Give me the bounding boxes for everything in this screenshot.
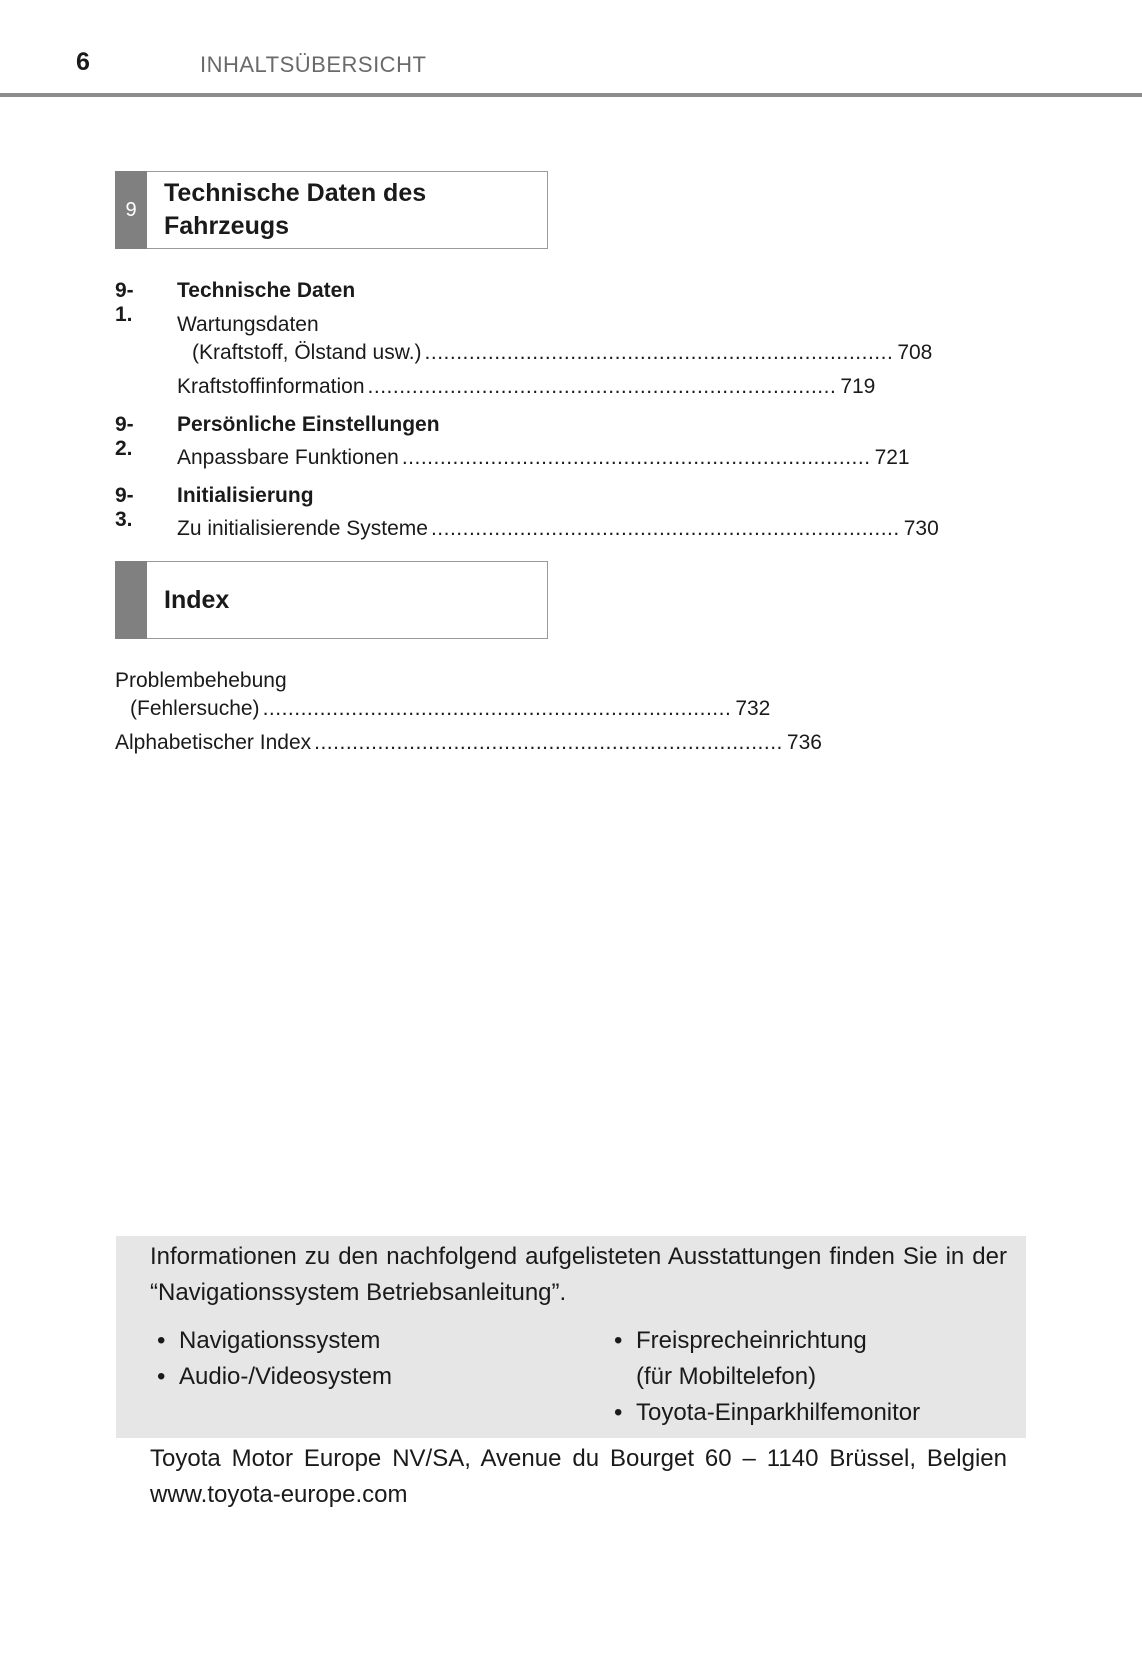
- toc-entry-label: Anpassbare Funktionen: [177, 446, 399, 469]
- section-title: Technische Daten: [177, 279, 356, 302]
- leader-dots: ..........................................................................: [262, 697, 732, 720]
- bullet-icon: •: [157, 1327, 166, 1354]
- chapter-9-heading[interactable]: [115, 171, 548, 249]
- toc-entry-wartungsdaten[interactable]: [177, 341, 933, 365]
- page-number: 6: [76, 48, 90, 76]
- chapter-title-line2: Fahrzeugs: [164, 212, 290, 240]
- bullet-icon: •: [614, 1327, 623, 1354]
- toc-entry-zu-initialisierende-systeme[interactable]: [177, 517, 939, 541]
- toc-entry-label: (Kraftstoff, Ölstand usw.): [192, 341, 422, 364]
- section-number: 9-3.: [115, 484, 134, 531]
- toc-entry-anpassbare-funktionen[interactable]: [177, 446, 910, 470]
- info-list-item-label: Navigationssystem: [179, 1327, 381, 1354]
- toc-entry-wartungsdaten-line1[interactable]: Wartungsdaten: [177, 313, 319, 336]
- toc-entry-problembehebung-line1[interactable]: Problembehebung: [115, 669, 287, 692]
- toc-page-number: 730: [903, 517, 939, 540]
- toc-entry-label: (Fehlersuche): [130, 697, 260, 720]
- toc-entry-kraftstoffinformation[interactable]: [177, 375, 876, 399]
- leader-dots: ..........................................................................: [401, 446, 871, 469]
- toc-entry-label: Zu initialisierende Systeme: [177, 517, 428, 540]
- toc-entry-label: Alphabetischer Index: [115, 731, 312, 754]
- chapter-title: [164, 172, 537, 248]
- info-box-text: Informationen zu den nachfolgend aufgelisteten Ausstattungen finden Sie in der “Navigationssystem Betriebsanleitung”.: [150, 1243, 1007, 1306]
- toc-entry-problembehebung[interactable]: [115, 697, 771, 721]
- info-list-item-label: Audio-/Videosystem: [179, 1363, 392, 1390]
- chapter-tab: 9: [115, 171, 147, 249]
- section-number: 9-1.: [115, 279, 134, 326]
- leader-dots: ..........................................................................: [314, 731, 783, 754]
- header-rule: [0, 93, 1142, 97]
- running-title: INHALTSÜBERSICHT: [200, 52, 427, 77]
- info-list-item-label: Freisprecheinrichtung: [636, 1327, 867, 1354]
- toc-page-number: 732: [735, 697, 771, 720]
- index-title: Index: [164, 585, 230, 614]
- toc-page-number: 708: [897, 341, 933, 364]
- toc-entry-label: Kraftstoffinformation: [177, 375, 365, 398]
- bullet-icon: •: [157, 1363, 166, 1390]
- leader-dots: ..........................................................................: [367, 375, 837, 398]
- leader-dots: ..........................................................................: [424, 341, 894, 364]
- chapter-title-line1: Technische Daten des: [164, 179, 427, 207]
- bullet-icon: •: [614, 1399, 623, 1426]
- section-number: 9-2.: [115, 413, 134, 460]
- index-heading[interactable]: [115, 561, 548, 639]
- toc-page-number: 719: [840, 375, 876, 398]
- toc-page-number: 721: [874, 446, 910, 469]
- publisher-address: Toyota Motor Europe NV/SA, Avenue du Bourget 60 – 1140 Brüssel, Belgien www.toyota-europe.com: [150, 1445, 1007, 1508]
- section-title: Persönliche Einstellungen: [177, 413, 440, 436]
- toc-entry-alphabetischer-index[interactable]: [115, 731, 822, 755]
- chapter-tab: [115, 561, 147, 639]
- toc-page-number: 736: [786, 731, 822, 754]
- info-list-item-label: Toyota-Einparkhilfemonitor: [636, 1399, 921, 1426]
- leader-dots: ..........................................................................: [430, 517, 900, 540]
- section-title: Initialisierung: [177, 484, 314, 507]
- info-list-item-label: (für Mobiltelefon): [636, 1363, 817, 1390]
